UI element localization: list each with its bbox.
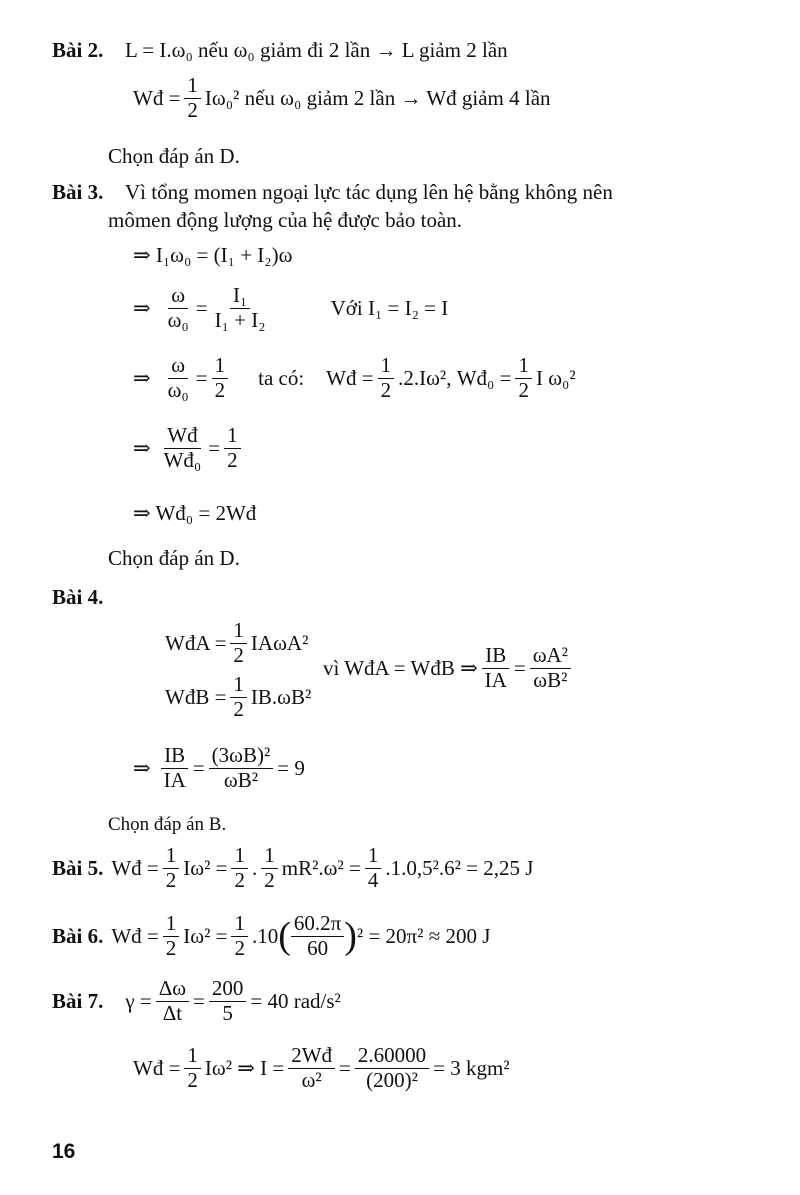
eq-text: .2.Iω², Wđ₀ = <box>398 365 512 390</box>
bai-4-answer: Chọn đáp án B. <box>108 814 227 835</box>
bai-3-eq-2: ⇒ $\frac{\omega}{\text{ω₀}}$ = $\frac{\text{I₁}}{\text{I₁ + I₂}}$ Với I₁ = I₂ = I <box>133 282 449 332</box>
fraction-half: $\frac{1}{2}$ <box>163 912 180 960</box>
bai-7-eq-1: Bài 7. γ = $\frac{\Delta\omega}{\Delta t}$ = $\frac{200}{5}$ = 40 rad/s² <box>52 975 341 1025</box>
bai-4-eq: ⇒ $\frac{IB}{IA}$ = $\frac{\text{(3ωB)²}}{\text{ωB²}}$ = 9 <box>133 742 305 792</box>
bai-2-line-1: L = I.ω₀ nếu ω₀ giảm đi 2 lần → L giảm 2 lần <box>125 38 508 62</box>
bai-3-line-1: Vì tổng momen ngoại lực tác dụng lên hệ bằng không nên <box>125 180 613 204</box>
fraction-b4-result: $\frac{\text{(3ωB)²}}{\text{ωB²}}$ <box>209 744 274 792</box>
fraction-b6-paren: 60.2π 60 <box>291 912 344 960</box>
eq-text: I ω₀² <box>535 365 576 390</box>
fraction-half: $\frac{1}{2}$ <box>184 1044 201 1092</box>
fraction-ib-ia: $\frac{IB}{IA}$ <box>482 644 510 692</box>
fraction-wd-wd0: $\frac{Wđ}{\text{Wđ₀}}$ <box>163 422 202 472</box>
bai-4-wb: WđB = $\frac{1}{2}$ IB.ωB² <box>165 671 312 721</box>
bai-4-label: Bài 4. <box>52 585 104 609</box>
bai-2-label: Bài 2. <box>52 38 104 62</box>
bai-2-answer: Chọn đáp án D. <box>108 144 240 168</box>
bai-3-eq-3: ⇒ $\frac{\omega}{\text{ω₀}}$ = $\frac{1}{2}$ ta có: Wđ = $\frac{1}{2}$ .2.Iω², Wđ₀ = $\frac{1}{2}$ I ω₀² <box>133 352 576 402</box>
fraction-wa2-wb2: $\frac{\text{ωA²}}{\text{ωB²}}$ <box>530 644 571 692</box>
fraction-half: $\frac{1}{2}$ <box>224 424 241 472</box>
fraction-half: $\frac{1}{2}$ <box>163 844 180 892</box>
fraction-half: 1 2 <box>261 844 278 892</box>
page-number: 16 <box>52 1140 76 1163</box>
eq-text: ta có: <box>258 365 305 390</box>
fraction-half: $\frac{1}{2}$ <box>231 912 248 960</box>
fraction-w-w0: $\frac{\omega}{\text{ω₀}}$ <box>167 282 189 332</box>
fraction-half: $\frac{1}{2}$ <box>230 619 247 667</box>
bai-3-eq-1: ⇒ I₁ω₀ = (I₁ + I₂)ω <box>133 243 293 267</box>
fraction-w-w0: $\frac{\omega}{\text{ω₀}}$ <box>167 352 189 402</box>
bai-2-line-2 <box>133 74 551 122</box>
fraction-half: $\frac{1}{2}$ <box>184 74 201 122</box>
fraction-dw-dt: $\frac{\Delta\omega}{\Delta t}$ <box>156 977 189 1025</box>
fraction-half: $\frac{1}{2}$ <box>230 673 247 721</box>
eq-text: Với I₁ = I₂ = I <box>330 295 449 320</box>
bai-7-eq-2: Wđ = $\frac{1}{2}$ Iω² ⇒ I = $\frac{2Wđ}{\text{ω²}}$ = $\frac{2.60000}{\text{(200)²}}$ = 3 kgm² <box>133 1042 510 1092</box>
bai-4-wa: WđA = $\frac{1}{2}$ IAωA² <box>165 617 309 667</box>
fraction-i1-sum: $\frac{\text{I₁}}{\text{I₁ + I₂}}$ <box>214 282 266 332</box>
fraction-half: $\frac{1}{2}$ <box>212 354 229 402</box>
bai-6-label: Bài 6. <box>52 923 104 948</box>
eq-text: Wđ = <box>326 365 374 390</box>
fraction-ib-ia: $\frac{IB}{IA}$ <box>161 744 189 792</box>
eq-text: Iω₀² nếu ω₀ giảm 2 lần → Wđ giảm 4 lần <box>204 85 551 110</box>
bai-3-line-2: mômen động lượng của hệ được bảo toàn. <box>108 208 463 232</box>
fraction-200-5: $\frac{200}{5}$ <box>209 977 247 1025</box>
eq-text: Wđ = <box>133 85 181 110</box>
fraction-quarter: $\frac{1}{4}$ <box>365 844 382 892</box>
bai-6-eq: Bài 6. Wđ = $\frac{1}{2}$ Iω² = $\frac{1}{2}$ .10 ( 60.2π 60 ) ² = 20π² ≈ 200 J <box>52 910 491 960</box>
fraction-half: $\frac{1}{2}$ <box>231 844 248 892</box>
fraction-half: $\frac{1}{2}$ <box>515 354 532 402</box>
fraction-half: $\frac{1}{2}$ <box>378 354 395 402</box>
bai-7-label: Bài 7. <box>52 988 104 1013</box>
bai-4-vi: vì WđA = WđB ⇒ $\frac{IB}{IA}$ = $\frac{\text{ωA²}}{\text{ωB²}}$ <box>323 640 575 696</box>
fraction-2wd: $\frac{2Wđ}{\text{ω²}}$ <box>288 1044 335 1092</box>
bai-3-eq-5: ⇒ Wđ₀ = 2Wđ <box>133 501 257 525</box>
bai-3-label: Bài 3. <box>52 180 104 204</box>
bai-5-label: Bài 5. <box>52 855 104 880</box>
bai-5-eq: Bài 5. Wđ = $\frac{1}{2}$ Iω² = $\frac{1}{2}$ . 1 2 mR².ω² = $\frac{1}{4}$ .1.0,5².6² = 2,25 J <box>52 842 534 892</box>
fraction-b7-value: $\frac{2.60000}{\text{(200)²}}$ <box>355 1044 429 1092</box>
bai-3-answer: Chọn đáp án D. <box>108 546 240 570</box>
bai-3-eq-4: ⇒ $\frac{Wđ}{\text{Wđ₀}}$ = $\frac{1}{2}$ <box>133 420 245 476</box>
